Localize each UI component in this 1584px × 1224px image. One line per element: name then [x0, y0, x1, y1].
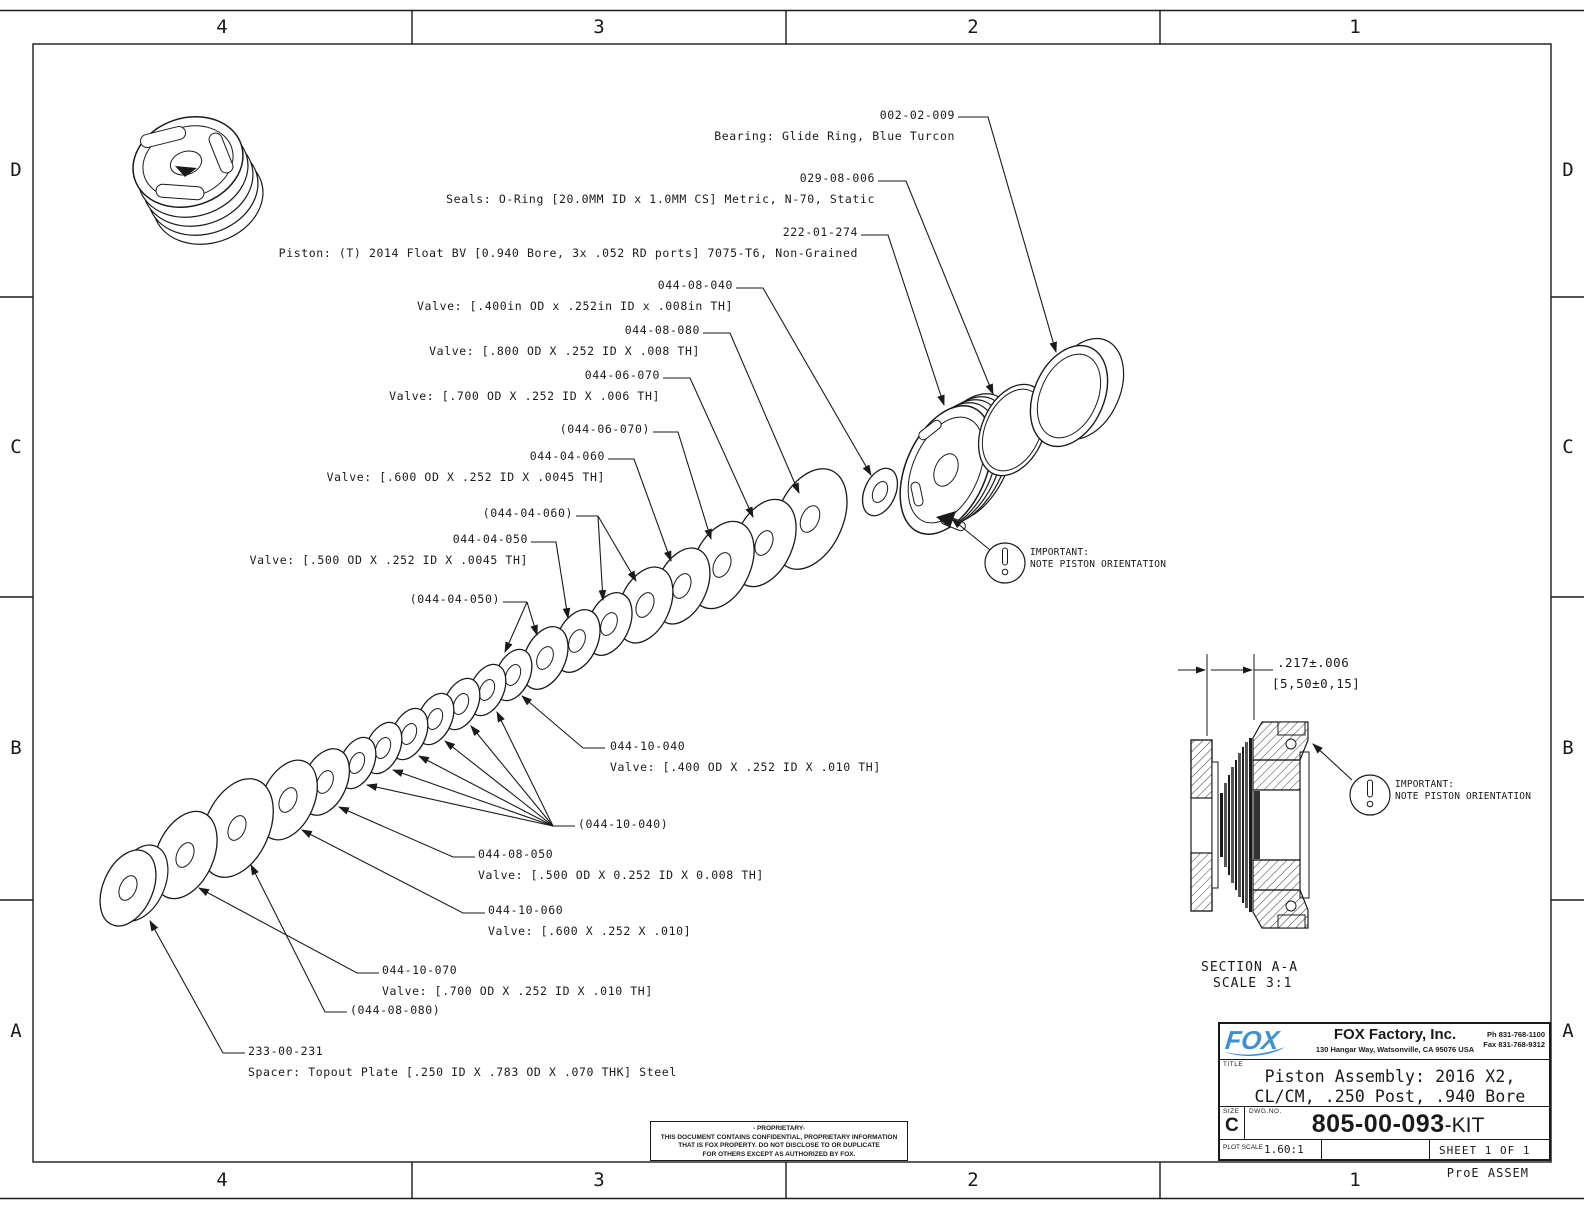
part-number: 044-08-040: [657, 278, 733, 292]
zone-label-left-B: B: [10, 737, 22, 759]
section-label: SECTION A-A: [1201, 960, 1299, 975]
drawing-title-line1: Piston Assembly: 2016 X2,: [1264, 1067, 1516, 1086]
part-number: (044-10-040): [578, 817, 669, 831]
zone-label-bottom-1: 1: [1349, 1169, 1361, 1191]
section-shim: [1220, 793, 1223, 857]
size-cell: [1220, 1107, 1245, 1139]
section-shim: [1245, 742, 1248, 908]
title-block-company-row: [1220, 1024, 1549, 1060]
drawing-title: [1240, 1067, 1540, 1107]
callout-valve-04-050-ref: [410, 594, 500, 605]
callout-piston: [279, 227, 858, 259]
part-number: (044-06-070): [559, 422, 650, 436]
section-shim: [1224, 783, 1227, 867]
zone-label-top-1: 1: [1349, 16, 1361, 38]
zone-label-left-D: D: [10, 159, 22, 181]
important-icon: [985, 543, 1025, 583]
empty-cell: [1322, 1140, 1430, 1159]
callout-spacer: [248, 1046, 677, 1078]
company-phone: [1483, 1030, 1545, 1050]
part-number: 233-00-231: [248, 1044, 324, 1058]
dwg-no-label: DWG.NO.: [1249, 1108, 1282, 1115]
part-number: (044-04-050): [409, 592, 500, 606]
proprietary-notice: [650, 1121, 908, 1161]
part-desc: Valve: [.700 OD X .252 ID X .006 TH]: [389, 389, 660, 403]
zone-label-top-4: 4: [216, 16, 228, 38]
dimension-inch: .217±.006: [1277, 655, 1350, 670]
zone-label-left-A: A: [10, 1020, 22, 1042]
part-number: 044-08-080: [624, 323, 700, 337]
proprietary-line: THAT IS FOX PROPERTY. DO NOT DISCLOSE TO OR DUPLICATE: [678, 1142, 880, 1149]
zone-label-bottom-2: 2: [967, 1169, 979, 1191]
part-number: 044-04-060: [529, 449, 605, 463]
callout-valve-08-040: [417, 280, 733, 312]
part-number: 002-02-009: [879, 108, 955, 122]
callout-valve-06-070: [389, 370, 660, 402]
plot-scale-cell: [1220, 1140, 1322, 1159]
callout-bearing: [714, 110, 955, 142]
section-scale: SCALE 3:1: [1213, 976, 1293, 991]
callout-valve-08-080: [429, 325, 700, 357]
part-number: 044-10-070: [382, 963, 458, 977]
section-shim: [1231, 767, 1234, 883]
dimension-metric: [5,50±0,15]: [1272, 676, 1361, 691]
important-icon-section: [1350, 775, 1390, 815]
callout-valve-10-060: [488, 905, 691, 937]
zone-label-bottom-4: 4: [216, 1169, 228, 1191]
size-label: SIZE: [1223, 1108, 1240, 1115]
important-note-section: [1395, 779, 1531, 802]
part-number: 044-06-070: [584, 368, 660, 382]
proprietary-line: - PROPRIETARY-: [752, 1125, 805, 1132]
title-label: TITLE: [1223, 1061, 1244, 1068]
section-shim: [1238, 753, 1241, 897]
part-number: 044-10-060: [488, 903, 564, 917]
section-shim: [1249, 738, 1252, 912]
section-shim: [1242, 747, 1244, 903]
callout-valve-08-080-ref: [350, 1005, 440, 1016]
dimension-lines: [1178, 654, 1273, 736]
part-number: 044-10-040: [610, 739, 686, 753]
part-desc: Valve: [.600 OD X .252 ID X .0045 TH]: [326, 470, 605, 484]
drawing-title-line2: CL/CM, .250 Post, .940 Bore: [1254, 1087, 1526, 1106]
part-desc: Piston: (T) 2014 Float BV [0.940 Bore, 3x .052 RD ports] 7075-T6, Non-Grained: [278, 246, 858, 260]
section-shim: [1235, 760, 1237, 890]
important-note-body: NOTE PISTON ORIENTATION: [1395, 790, 1532, 802]
proprietary-line: THIS DOCUMENT CONTAINS CONFIDENTIAL, PROPRIETARY INFORMATION: [660, 1133, 898, 1141]
part-desc: Valve: [.400in OD x .252in ID x .008in TH]: [417, 299, 733, 313]
zone-label-left-C: C: [10, 436, 22, 458]
callout-seal: [446, 173, 875, 205]
section-shim: [1228, 775, 1230, 875]
phone-number: Ph 831-768-1100: [1487, 1030, 1545, 1039]
callout-valve-10-040-ref: [578, 819, 668, 830]
part-desc: Valve: [.500 OD X .252 ID X .0045 TH]: [249, 553, 528, 567]
important-note-body: NOTE PISTON ORIENTATION: [1030, 558, 1167, 570]
part-desc: Seals: O-Ring [20.0MM ID x 1.0MM CS] Metric, N-70, Static: [446, 192, 875, 206]
callout-valve-04-060: [327, 451, 605, 483]
part-desc: Valve: [.800 OD X .252 ID X .008 TH]: [429, 344, 700, 358]
callout-valve-08-050: [478, 849, 764, 881]
callout-valve-10-040: [610, 741, 881, 773]
part-desc: Valve: [.400 OD X .252 ID X .010 TH]: [610, 760, 881, 774]
part-desc: Bearing: Glide Ring, Blue Turcon: [714, 129, 955, 143]
dwg-number-main: 805-00-093: [1311, 1110, 1445, 1138]
zone-label-right-A: A: [1562, 1020, 1574, 1042]
callout-valve-06-070-ref: [560, 424, 650, 435]
part-number: (044-08-080): [350, 1003, 441, 1017]
important-note-title: IMPORTANT:: [1395, 779, 1455, 790]
part-number: (044-04-060): [482, 506, 573, 520]
callout-valve-04-050: [250, 534, 528, 566]
part-number: 222-01-274: [782, 225, 858, 239]
part-desc: Spacer: Topout Plate [.250 ID X .783 OD X .070 THK] Steel: [248, 1065, 677, 1079]
zone-label-right-B: B: [1562, 737, 1574, 759]
company-name: FOX Factory, Inc.: [1333, 1026, 1457, 1043]
part-desc: Valve: [.600 X .252 X .010]: [488, 924, 692, 938]
footer-note: ProE ASSEM: [1446, 1166, 1529, 1180]
fax-number: Fax 831-768-9312: [1483, 1040, 1545, 1049]
title-block: [1218, 1022, 1551, 1161]
zone-label-right-C: C: [1562, 436, 1574, 458]
title-block-scale-row: [1220, 1140, 1549, 1159]
part-desc: Valve: [.500 OD X 0.252 ID X 0.008 TH]: [478, 868, 764, 882]
size-value: C: [1225, 1115, 1239, 1136]
company-address: 130 Hangar Way, Watsonville, CA 95076 USA: [1315, 1045, 1475, 1054]
fox-logo: [1223, 1025, 1305, 1059]
part-number: 029-08-006: [799, 171, 875, 185]
part-number: 044-04-050: [452, 532, 528, 546]
important-note: [1030, 547, 1166, 570]
zone-label-top-3: 3: [593, 16, 605, 38]
proprietary-line: FOR OTHERS EXCEPT AS AUTHORIZED BY FOX.: [702, 1150, 856, 1158]
sheet-number: SHEET 1 OF 1: [1439, 1144, 1531, 1157]
plot-scale-label: PLOT SCALE: [1223, 1144, 1263, 1151]
zone-label-bottom-3: 3: [593, 1169, 605, 1191]
callout-valve-10-070: [382, 965, 653, 997]
fox-logo-text: FOX: [1223, 1025, 1281, 1055]
callout-valve-04-060-ref: [483, 508, 573, 519]
dwg-number-suffix: -KIT: [1444, 1114, 1485, 1137]
dwg-number: [1248, 1110, 1548, 1139]
zone-label-top-2: 2: [967, 16, 979, 38]
plot-scale-value: 1.60:1: [1264, 1143, 1304, 1156]
important-note-title: IMPORTANT:: [1030, 547, 1090, 558]
section-view: [1191, 722, 1309, 928]
piston-3d-view: [121, 103, 275, 258]
title-block-title-row: [1220, 1060, 1549, 1107]
part-number: 044-08-050: [478, 847, 554, 861]
zone-label-right-D: D: [1562, 159, 1574, 181]
title-block-dwg-row: [1220, 1107, 1549, 1140]
part-desc: Valve: [.700 OD X .252 ID X .010 TH]: [382, 984, 653, 998]
